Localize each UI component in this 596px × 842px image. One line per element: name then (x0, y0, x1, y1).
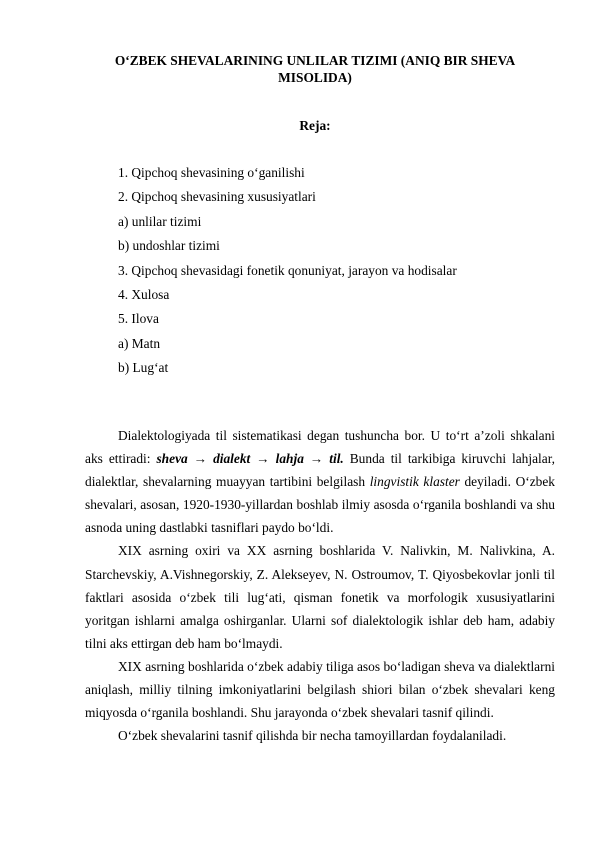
plan-item: b) Lug‘at (118, 360, 169, 376)
plan-item: b) undoshlar tizimi (118, 238, 220, 254)
plan-item: 4. Xulosa (118, 287, 170, 303)
plan-item: a) unlilar tizimi (118, 213, 202, 229)
paragraph-2: XIX asrning oxiri va XX asrning boshlarida V. Nalivkin, M. Nalivkina, A. Starchevskiy, A.Vishnegorskiy, Z. Alekseyev, N. Ostroumov, T. Qiyosbekovlar jonli til faktlari asosida o‘zbek tili lug‘ati, qisman fonetik va morfologik xususiyatlarini yoritgan ishlarni amalga oshirganlar. Ularni sof dialektologik ishlar deb ham, adabiy tilni aks ettirgan deb ham bo‘lmaydi. (85, 543, 555, 651)
paragraph-4: O‘zbek shevalarini tasnif qilishda bir necha tamoyillardan foydalaniladi. (118, 728, 507, 744)
paragraph-1-italic: lingvistik klaster (369, 474, 460, 490)
plan-list (118, 161, 457, 381)
paragraph-1-text-c: deyiladi. O‘zbek shevalari, asosan, 1920-1930-yillardan boshlab ilmiy asosda o‘rganila boshlandi va shu asnoda uning dastlabki tasniflari paydo bo‘ldi. (85, 474, 555, 536)
plan-item: 2. Qipchoq shevasining xususiyatlari (118, 189, 316, 205)
body-text (85, 424, 555, 747)
paragraph-1 (85, 424, 555, 539)
paragraph-3: XIX asrning boshlarida o‘zbek adabiy tiliga asos bo‘ladigan sheva va dialektlarni aniqlash, milliy tilning imkoniyatlarini belgilash shiori bilan o‘zbek shevalari keng miqyosda o‘rganila boshlandi. Shu jarayonda o‘zbek shevalari tasnif qilindi. (85, 658, 555, 721)
paragraph-1-text-a: Dialektologiyada til sistematikasi degan tushuncha bor. U to‘rt a’zoli shkalani aks ettiradi: (85, 428, 555, 467)
paragraph-1-text-b: Bunda til tarkibiga kiruvchi lahjalar, dialektlar, shevalarning muayyan tartibini belgilash (85, 451, 555, 490)
paragraph-1-terms: sheva → dialekt → lahja → til. (156, 451, 344, 467)
plan-item: a) Matn (118, 335, 161, 351)
plan-item: 3. Qipchoq shevasidagi fonetik qonuniyat, jarayon va hodisalar (118, 262, 457, 278)
plan-item: 5. Ilova (118, 311, 159, 327)
document-title: O‘ZBEK SHEVALARINING UNLILAR TIZIMI (ANIQ BIR SHEVA MISOLIDA) (114, 53, 516, 85)
plan-heading: Reja: (299, 118, 331, 133)
plan-item: 1. Qipchoq shevasining o‘ganilishi (118, 165, 305, 180)
